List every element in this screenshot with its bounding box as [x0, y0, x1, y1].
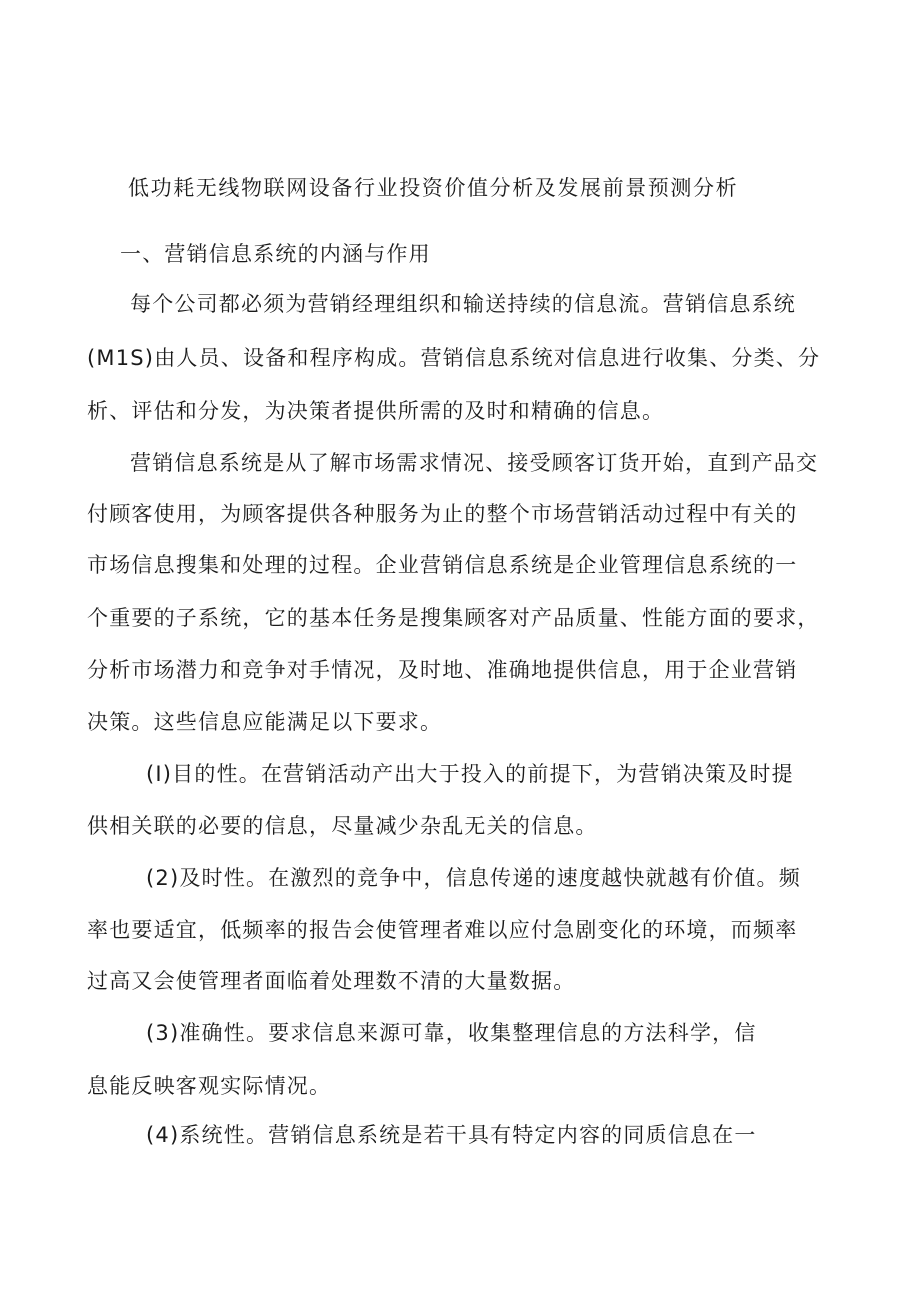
paragraph-line: (M1S)由人员、设备和程序构成。营销信息系统对信息进行收集、分类、分 — [87, 346, 821, 370]
paragraph-line: 息能反映客观实际情况。 — [87, 1074, 332, 1098]
section-heading: 一、营销信息系统的内涵与作用 — [120, 242, 431, 266]
paragraph-line: 析、评估和分发，为决策者提供所需的及时和精确的信息。 — [87, 399, 665, 423]
paragraph-line: 供相关联的必要的信息，尽量减少杂乱无关的信息。 — [87, 814, 598, 838]
paragraph-line: 市场信息搜集和处理的过程。企业营销信息系统是企业管理信息系统的一 — [87, 553, 798, 577]
paragraph-line: (3)准确性。要求信息来源可靠，收集整理信息的方法科学，信 — [146, 1021, 757, 1045]
paragraph-line: (I)目的性。在营销活动产出大于投入的前提下，为营销决策及时提 — [146, 762, 794, 786]
paragraph-line: 分析市场潜力和竞争对手情况，及时地、准确地提供信息，用于企业营销 — [87, 658, 798, 682]
paragraph-line: (2)及时性。在激烈的竞争中，信息传递的速度越快就越有价值。频 — [146, 866, 801, 890]
paragraph-line: 营销信息系统是从了解市场需求情况、接受顾客订货开始，直到产品交 — [130, 451, 819, 475]
paragraph-line: 付顾客使用，为顾客提供各种服务为止的整个市场营销活动过程中有关的 — [87, 502, 798, 526]
paragraph-line: 个重要的子系统，它的基本任务是搜集顾客对产品质量、性能方面的要求， — [87, 606, 820, 630]
paragraph-line: 决策。这些信息应能满足以下要求。 — [87, 710, 443, 734]
paragraph-line: (4)系统性。营销信息系统是若干具有特定内容的同质信息在一 — [146, 1123, 757, 1147]
paragraph-line: 过高又会使管理者面临着处理数不清的大量数据。 — [87, 969, 576, 993]
paragraph-line: 率也要适宜，低频率的报告会使管理者难以应付急剧变化的环境，而频率 — [87, 918, 798, 942]
paragraph-line: 每个公司都必须为营销经理组织和输送持续的信息流。营销信息系统 — [130, 292, 796, 316]
document-title: 低功耗无线物联网设备行业投资价值分析及发展前景预测分析 — [128, 176, 739, 200]
